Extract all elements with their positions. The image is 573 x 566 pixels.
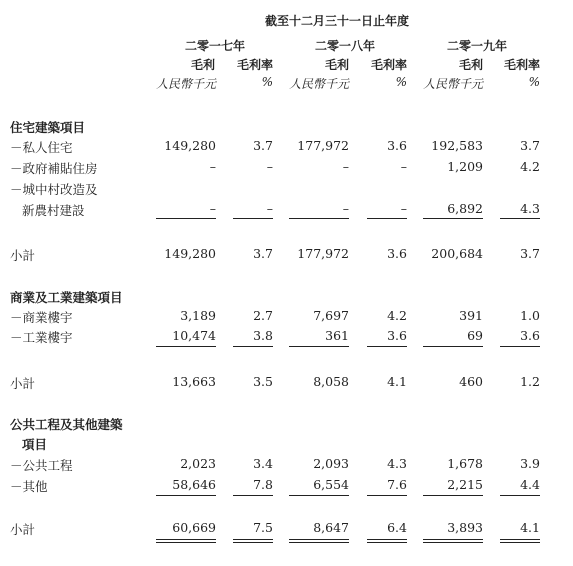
cell-value: 3.9 bbox=[520, 456, 540, 471]
col-margin-2019: 毛利率 bbox=[503, 58, 540, 72]
cell-value: 3.7 bbox=[253, 138, 273, 153]
subtotal-rule bbox=[367, 346, 407, 347]
cell-value: 3.7 bbox=[253, 246, 273, 261]
total-double-rule bbox=[233, 539, 273, 543]
cell-value: 6,892 bbox=[447, 201, 483, 216]
cell-value: 7,697 bbox=[313, 308, 349, 323]
unit-rmb-2019: 人民幣千元 bbox=[422, 77, 483, 91]
cell-value: 2,023 bbox=[180, 456, 216, 471]
cell-value: 4.4 bbox=[520, 477, 540, 492]
cell-value: – bbox=[342, 159, 349, 174]
cell-value: 177,972 bbox=[297, 138, 349, 153]
year-2019-heading: 二零一九年 bbox=[447, 39, 508, 53]
section-title-commercial: 商業及工業建築項目 bbox=[10, 290, 123, 305]
cell-value: 4.3 bbox=[387, 456, 407, 471]
year-2018-heading: 二零一八年 bbox=[315, 39, 376, 53]
cell-value: 3.6 bbox=[387, 138, 407, 153]
total-double-rule bbox=[156, 539, 216, 543]
cell-value: 3,189 bbox=[180, 308, 216, 323]
unit-pct-2019: % bbox=[528, 75, 540, 89]
cell-value: 4.2 bbox=[520, 159, 540, 174]
year-2017-heading: 二零一七年 bbox=[185, 39, 246, 53]
subtotal-rule bbox=[156, 495, 216, 496]
cell-value: 7.5 bbox=[253, 520, 273, 535]
cell-value: 2,215 bbox=[447, 477, 483, 492]
cell-value: – bbox=[209, 159, 216, 174]
subtotal-rule bbox=[289, 218, 349, 219]
subtotal-rule bbox=[423, 218, 483, 219]
unit-rmb-2017: 人民幣千元 bbox=[155, 77, 216, 91]
cell-value: 1.0 bbox=[520, 308, 540, 323]
col-gross-profit-2019: 毛利 bbox=[458, 58, 483, 72]
unit-pct-2018: % bbox=[395, 75, 407, 89]
period-heading: 截至十二月三十一日止年度 bbox=[265, 14, 410, 28]
cell-value: 3.6 bbox=[520, 328, 540, 343]
section-title-public-cont: 項目 bbox=[22, 437, 48, 452]
cell-value: 8,647 bbox=[313, 520, 349, 535]
cell-value: 1,678 bbox=[447, 456, 483, 471]
row-label-urban-village: －城中村改造及 bbox=[10, 182, 98, 197]
cell-value: 3,893 bbox=[447, 520, 483, 535]
cell-value: 6.4 bbox=[387, 520, 407, 535]
cell-value: 13,663 bbox=[172, 374, 216, 389]
cell-value: 3.6 bbox=[387, 246, 407, 261]
cell-value: 2.7 bbox=[253, 308, 273, 323]
row-label-urban-village-cont: 新農村建設 bbox=[22, 203, 85, 218]
subtotal-rule bbox=[500, 218, 540, 219]
cell-value: 460 bbox=[459, 374, 483, 389]
col-margin-2017: 毛利率 bbox=[236, 58, 273, 72]
row-label-subsidized-housing: －政府補貼住房 bbox=[10, 161, 98, 176]
cell-value: 6,554 bbox=[313, 477, 349, 492]
total-double-rule bbox=[500, 539, 540, 543]
cell-value: 10,474 bbox=[172, 328, 216, 343]
subtotal-rule bbox=[156, 218, 216, 219]
row-label-public-works: －公共工程 bbox=[10, 458, 73, 473]
row-label-industrial-buildings: －工業樓宇 bbox=[10, 330, 73, 345]
cell-value: 7.6 bbox=[387, 477, 407, 492]
cell-value: 4.3 bbox=[520, 201, 540, 216]
cell-value: 3.7 bbox=[520, 138, 540, 153]
cell-value: 60,669 bbox=[172, 520, 216, 535]
col-gross-profit-2017: 毛利 bbox=[190, 58, 215, 72]
row-label-subtotal-commercial: 小計 bbox=[10, 376, 36, 391]
subtotal-rule bbox=[423, 346, 483, 347]
cell-value: 192,583 bbox=[431, 138, 483, 153]
subtotal-rule bbox=[156, 346, 216, 347]
row-label-subtotal-residential: 小計 bbox=[10, 248, 36, 263]
cell-value: 3.5 bbox=[253, 374, 273, 389]
unit-pct-2017: % bbox=[261, 75, 273, 89]
cell-value: 149,280 bbox=[164, 138, 216, 153]
cell-value: 200,684 bbox=[431, 246, 483, 261]
cell-value: 177,972 bbox=[297, 246, 349, 261]
subtotal-rule bbox=[289, 346, 349, 347]
subtotal-rule bbox=[423, 495, 483, 496]
subtotal-rule bbox=[500, 495, 540, 496]
subtotal-rule bbox=[367, 495, 407, 496]
cell-value: 7.8 bbox=[253, 477, 273, 492]
cell-value: 149,280 bbox=[164, 246, 216, 261]
cell-value: 8,058 bbox=[313, 374, 349, 389]
subtotal-rule bbox=[233, 495, 273, 496]
row-label-commercial-buildings: －商業樓宇 bbox=[10, 310, 73, 325]
total-double-rule bbox=[423, 539, 483, 543]
row-label-others: －其他 bbox=[10, 479, 48, 494]
cell-value: 1,209 bbox=[447, 159, 483, 174]
col-margin-2018: 毛利率 bbox=[370, 58, 407, 72]
total-double-rule bbox=[367, 539, 407, 543]
cell-value: 4.2 bbox=[387, 308, 407, 323]
section-title-public: 公共工程及其他建築 bbox=[10, 417, 123, 432]
cell-value: 361 bbox=[325, 328, 349, 343]
cell-value: – bbox=[266, 159, 273, 174]
cell-value: – bbox=[400, 201, 407, 216]
row-label-private-housing: －私人住宅 bbox=[10, 140, 73, 155]
cell-value: 2,093 bbox=[313, 456, 349, 471]
cell-value: – bbox=[209, 201, 216, 216]
subtotal-rule bbox=[500, 346, 540, 347]
cell-value: 1.2 bbox=[520, 374, 540, 389]
cell-value: 58,646 bbox=[172, 477, 216, 492]
cell-value: 3.8 bbox=[253, 328, 273, 343]
cell-value: 4.1 bbox=[520, 520, 540, 535]
subtotal-rule bbox=[233, 346, 273, 347]
cell-value: 391 bbox=[459, 308, 483, 323]
subtotal-rule bbox=[233, 218, 273, 219]
subtotal-rule bbox=[289, 495, 349, 496]
cell-value: 3.6 bbox=[387, 328, 407, 343]
row-label-subtotal-public: 小計 bbox=[10, 522, 36, 537]
cell-value: – bbox=[400, 159, 407, 174]
cell-value: 4.1 bbox=[387, 374, 407, 389]
cell-value: – bbox=[266, 201, 273, 216]
cell-value: 69 bbox=[467, 328, 483, 343]
col-gross-profit-2018: 毛利 bbox=[324, 58, 349, 72]
cell-value: – bbox=[342, 201, 349, 216]
cell-value: 3.4 bbox=[253, 456, 273, 471]
total-double-rule bbox=[289, 539, 349, 543]
section-title-residential: 住宅建築項目 bbox=[10, 120, 86, 135]
cell-value: 3.7 bbox=[520, 246, 540, 261]
unit-rmb-2018: 人民幣千元 bbox=[288, 77, 349, 91]
subtotal-rule bbox=[367, 218, 407, 219]
